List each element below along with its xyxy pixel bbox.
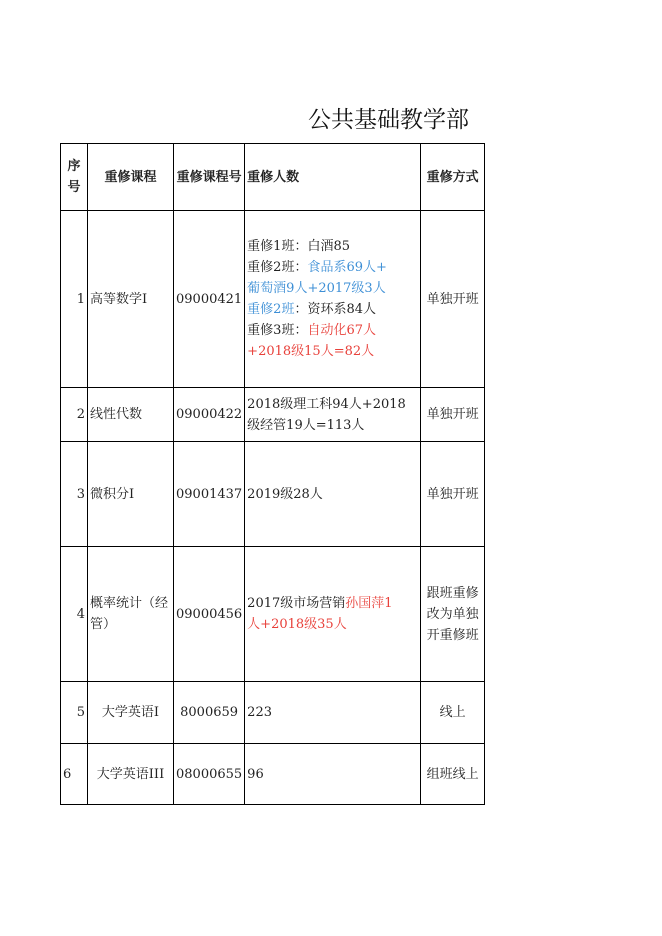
count-text: 2018级理工科94人+2018 <box>247 396 406 412</box>
count-text: 2017级市场营销 <box>247 596 346 611</box>
count-line <box>247 394 418 415</box>
row-no: 3 <box>61 442 88 547</box>
count-text: 2019级28人 <box>247 486 323 502</box>
count-line <box>247 614 418 635</box>
count-line <box>247 484 418 505</box>
row-mode: 单独开班 <box>421 388 485 442</box>
table-row <box>61 442 485 547</box>
count-text: 重修2班： <box>247 260 308 275</box>
row-mode: 单独开班 <box>421 442 485 547</box>
table-row <box>61 744 485 805</box>
count-line <box>247 236 418 257</box>
row-no: 5 <box>61 682 88 744</box>
header-mode: 重修方式 <box>421 144 485 211</box>
count-line <box>247 702 418 723</box>
row-mode: 线上 <box>421 682 485 744</box>
count-text: 葡萄酒9人+2017级3人 <box>247 281 386 296</box>
retake-course-table <box>60 143 485 805</box>
row-course: 线性代数 <box>88 388 174 442</box>
row-no: 4 <box>61 547 88 682</box>
row-code: 09000422 <box>174 388 245 442</box>
row-code: 09001437 <box>174 442 245 547</box>
header-course: 重修课程 <box>88 144 174 211</box>
row-count <box>245 388 421 442</box>
row-course: 概率统计（经管） <box>88 547 174 682</box>
count-text: 食品系69人+ <box>307 260 387 275</box>
row-count <box>245 547 421 682</box>
row-no: 6 <box>61 744 88 805</box>
row-mode: 跟班重修改为单独开重修班 <box>421 547 485 682</box>
count-line <box>247 764 418 785</box>
header-code: 重修课程号 <box>174 144 245 211</box>
header-count: 重修人数 <box>245 144 421 211</box>
table-row <box>61 211 485 388</box>
row-no: 2 <box>61 388 88 442</box>
table-row <box>61 547 485 682</box>
row-count <box>245 211 421 388</box>
row-count <box>245 682 421 744</box>
count-line <box>247 299 418 320</box>
count-text: 孙国萍1 <box>345 596 393 611</box>
count-text: 重修2班 <box>247 302 295 317</box>
count-text: 重修1班：白酒85 <box>247 239 350 254</box>
count-text: 自动化67人 <box>307 323 376 338</box>
row-mode: 单独开班 <box>421 211 485 388</box>
count-line <box>247 278 418 299</box>
row-mode: 组班线上 <box>421 744 485 805</box>
count-text: ：资环系84人 <box>294 302 376 317</box>
table-row <box>61 682 485 744</box>
row-code: 09000456 <box>174 547 245 682</box>
count-text: 人+2018级35人 <box>247 617 347 632</box>
count-text: 223 <box>247 705 272 720</box>
row-count <box>245 442 421 547</box>
count-line <box>247 593 418 614</box>
row-course: 微积分Ⅰ <box>88 442 174 547</box>
count-line <box>247 341 418 362</box>
count-line <box>247 320 418 341</box>
count-line <box>247 415 418 436</box>
page-title: 公共基础教学部 <box>308 107 469 133</box>
row-course: 高等数学Ⅰ <box>88 211 174 388</box>
count-text: 重修3班： <box>247 323 308 338</box>
table-row <box>61 388 485 442</box>
header-no: 序号 <box>61 144 88 211</box>
row-count <box>245 744 421 805</box>
count-text: 96 <box>247 766 264 782</box>
row-code: 8000659 <box>174 682 245 744</box>
header-row <box>61 144 485 211</box>
row-code: 09000421 <box>174 211 245 388</box>
row-course: 大学英语III <box>88 744 174 805</box>
count-text: 级经管19人=113人 <box>247 417 365 433</box>
count-text: +2018级15人=82人 <box>247 344 375 359</box>
count-line <box>247 257 418 278</box>
row-code: 08000655 <box>174 744 245 805</box>
row-no: 1 <box>61 211 88 388</box>
row-course: 大学英语I <box>88 682 174 744</box>
